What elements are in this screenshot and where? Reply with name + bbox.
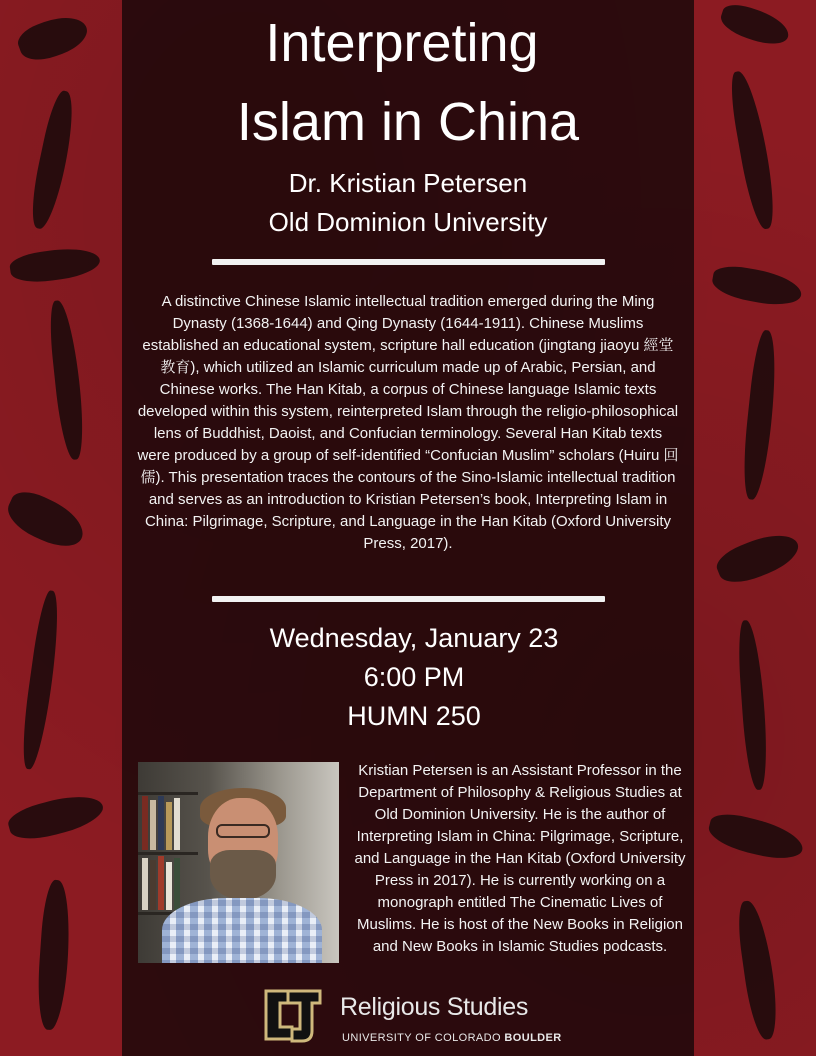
poster-content — [122, 0, 694, 1056]
book — [174, 858, 180, 910]
title-line-1: Interpreting — [265, 13, 539, 73]
book — [158, 856, 164, 910]
event-description: A distinctive Chinese Islamic intellectual tradition emerged during the Ming Dynasty (1368-1644) and Qing Dynasty (1644-1911). Chinese Muslims established an educational system, scripture hall education (jingtang jiaoyu 經堂教育), which utilized an Islamic curriculum made up of Arabic, Persian, and Chinese works. The Han Kitab, a corpus of Chinese language Islamic texts developed within this system, reinterpreted Islam through the religio-philosophical lens of Buddhist, Daoist, and Confucian terminology. Several Han Kitab texts were produced by a group of self-identified “Confucian Muslim” scholars (Huiru 回儒). This presentation traces the contours of the Sino-Islamic intellectual tradition and serves as an introduction to Kristian Petersen’s book, Interpreting Islam in China: Pilgrimage, Scripture, and Language in the Han Kitab (Oxford University Press, 2017). — [137, 293, 679, 552]
calligraphy-stroke — [1, 485, 90, 555]
divider-top — [212, 259, 605, 265]
speaker-glasses — [216, 824, 270, 838]
logo-subtitle — [342, 1032, 562, 1044]
calligraphy-stroke — [47, 299, 88, 461]
speaker-bio: Kristian Petersen is an Assistant Professor in the Department of Philosophy & Religious Studies at Old Dominion University. He is the author of Interpreting Islam in China: Pilgrimage, Scripture, and Language in the Han Kitab (Oxford University Press in 2017). He is currently working on a monograph entitled The Cinematic Lives of Muslims. He is host of the New Books in Religion and New Books in Islamic Studies podcasts. — [354, 762, 686, 955]
book — [174, 798, 180, 850]
calligraphy-stroke — [26, 89, 81, 231]
calligraphy-stroke — [736, 619, 770, 790]
book — [166, 802, 172, 850]
speaker-shirt — [162, 898, 322, 963]
book — [166, 862, 172, 910]
speaker-affiliation: Old Dominion University — [268, 207, 548, 237]
calligraphy-stroke — [712, 526, 803, 591]
calligraphy-stroke — [726, 69, 779, 231]
calligraphy-stroke — [734, 899, 781, 1042]
cu-logo-icon — [262, 985, 324, 1045]
calligraphy-stroke — [14, 9, 92, 67]
event-time: 6:00 PM — [363, 662, 465, 692]
divider-bottom — [212, 596, 605, 602]
title-line-2: Islam in China — [236, 92, 580, 152]
event-date: Wednesday, January 23 — [269, 623, 559, 653]
logo-subtitle-regular: UNIVERSITY OF COLORADO — [342, 1032, 505, 1044]
calligraphy-stroke — [5, 788, 107, 846]
calligraphy-stroke — [18, 589, 65, 770]
calligraphy-stroke — [717, 0, 793, 50]
calligraphy-stroke — [739, 329, 781, 501]
bookshelf — [138, 792, 198, 795]
event-location: HUMN 250 — [347, 701, 481, 731]
book — [158, 796, 164, 850]
book — [150, 860, 156, 910]
bookshelf — [138, 852, 198, 855]
logo-title: Religious Studies — [340, 993, 529, 1021]
calligraphy-stroke — [35, 879, 73, 1031]
book — [142, 858, 148, 910]
speaker-photo — [138, 762, 339, 963]
book — [142, 796, 148, 850]
book — [150, 800, 156, 850]
speaker-name: Dr. Kristian Petersen — [288, 168, 528, 198]
logo-subtitle-bold: BOULDER — [504, 1032, 562, 1044]
speaker-beard — [210, 850, 276, 900]
calligraphy-stroke — [710, 262, 804, 309]
department-logo — [262, 985, 572, 1049]
calligraphy-stroke — [8, 244, 101, 286]
calligraphy-stroke — [705, 809, 806, 865]
